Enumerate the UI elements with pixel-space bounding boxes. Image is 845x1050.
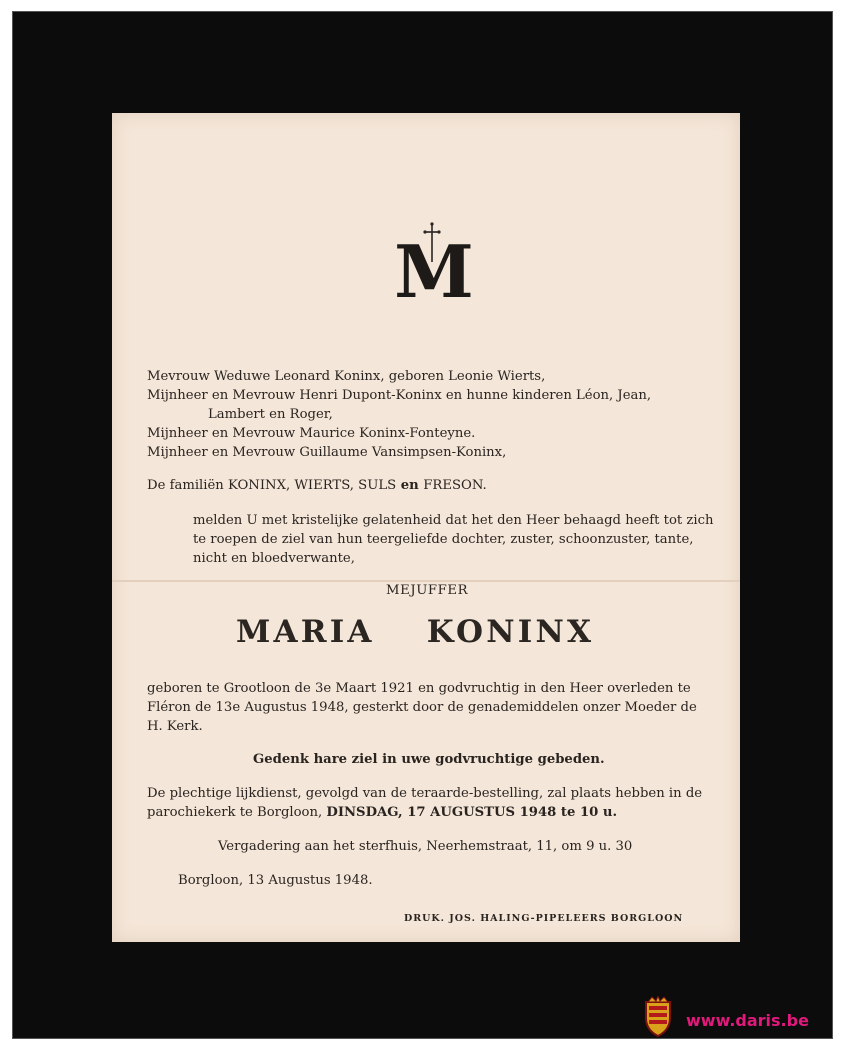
service-line-1: De plechtige lijkdienst, gevolgd van de teraarde-bestelling, zal plaats hebben in de [147,786,703,801]
families-last: FRESON. [423,478,487,493]
families-names: KONINX, WIERTS, SULS [227,478,397,493]
families-line [147,477,487,494]
deceased-last-name: KONINX [426,614,595,650]
family-line-2: Mijnheer en Mevrouw Henri Dupont-Koninx en hunne kinderen Léon, Jean, [147,388,652,403]
details-line-3: H. Kerk. [147,719,203,734]
details-line-1: geboren te Grootloon de 3e Maart 1921 en godvruchtig in den Heer overleden te [147,681,691,696]
monogram-letter: M [394,229,474,302]
honorific: MEJUFFER [386,583,469,598]
families-prefix: De familiën [147,478,228,493]
printer-credit: DRUK. JOS. HALING-PIPELEERS BORGLOON [404,913,684,924]
service-date-time: DINSDAG, 17 AUGUSTUS 1948 te 10 u. [326,805,618,820]
announcement-line-1: melden U met kristelijke gelatenheid dat het den Heer behaagd heeft tot zich [193,513,714,528]
prayer-line: Gedenk hare ziel in uwe godvruchtige gebeden. [253,752,605,767]
family-line-5: Mijnheer en Mevrouw Guillaume Vansimpsen-Koninx, [147,445,507,460]
gathering-line: Vergadering aan het sterfhuis, Neerhemstraat, 11, om 9 u. 30 [218,839,633,854]
deceased-first-name: MARIA [236,614,375,650]
watermark-url[interactable]: www.daris.be [686,1011,809,1030]
announcement-line-3: nicht en bloedverwante, [193,551,355,566]
family-line-1: Mevrouw Weduwe Leonard Koninx, geboren Leonie Wierts, [147,369,546,384]
family-line-4: Mijnheer en Mevrouw Maurice Koninx-Fonteyne. [147,426,476,441]
family-line-3: Lambert en Roger, [208,407,333,422]
announcement-line-2: te roepen de ziel van hun teergeliefde dochter, zuster, schoonzuster, tante, [193,532,694,547]
families-and: en [396,478,424,493]
coat-of-arms-icon [640,996,676,1038]
service-church: parochiekerk te Borgloon, [147,805,327,820]
monogram-cross-icon [394,222,474,302]
place-date: Borgloon, 13 Augustus 1948. [178,873,373,888]
service-line-2 [147,804,617,821]
details-line-2: Fléron de 13e Augustus 1948, gesterkt door de genademiddelen onzer Moeder de [147,700,697,715]
deceased-name [236,614,594,650]
